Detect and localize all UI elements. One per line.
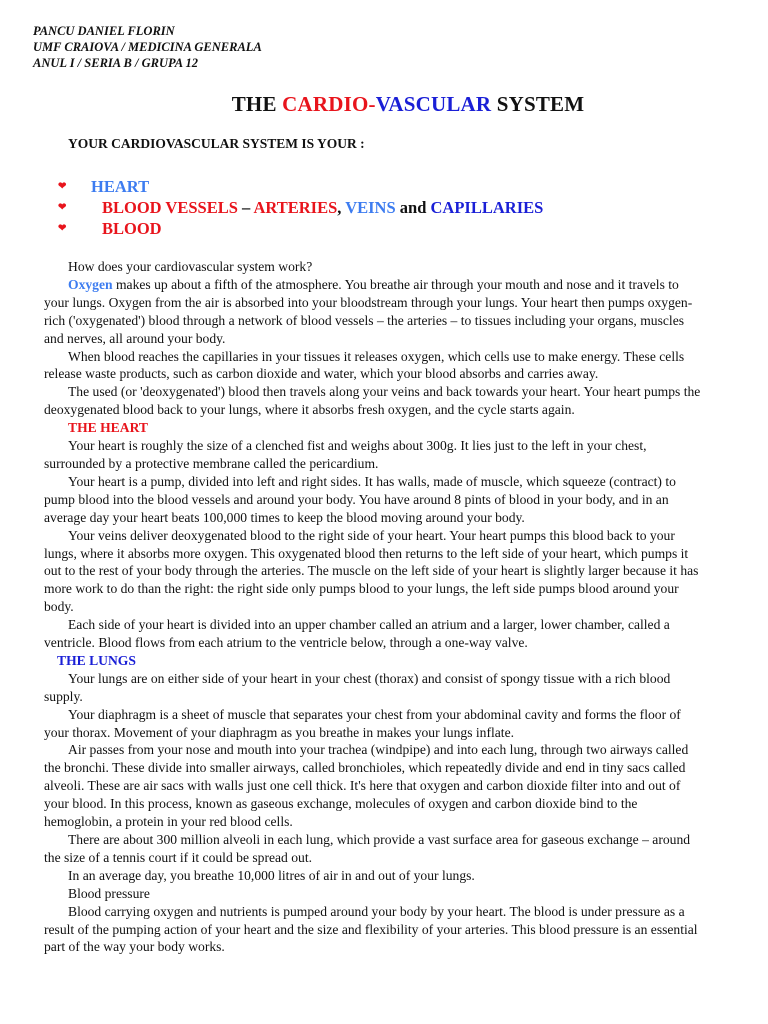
question-paragraph: How does your cardiovascular system work? [68,259,313,274]
components-list [58,176,543,239]
keyword-oxygen: Oxygen [68,276,113,292]
heart-bullet-icon: ❤ [58,202,67,213]
document-body [44,258,704,956]
paragraph-veins: Your veins deliver deoxygenated blood to the right side of your heart. Your heart pumps this blood back to your lungs, where it absorbs more oxygen. This oxygenated blood then returns to the left side of your heart, which pumps it out to the rest of your body through the arteries. The muscle on the left side of your heart is slightly larger because it has more work to do than the right: the right side only pumps blood to your lungs, the left side pumps blood around your body. [44,527,699,615]
heading-blood-pressure: Blood pressure [68,885,150,901]
university: UMF CRAIOVA / MEDICINA GENERALA [33,40,262,54]
paragraph-lungs: Your lungs are on either side of your heart in your chest (thorax) and consist of spongy tissue with a rich blood supply. [44,670,671,704]
list-label-heart: HEART [91,177,150,196]
heading-the-heart: THE HEART [68,420,148,436]
title-part-cardio: CARDIO [282,92,369,116]
year-group: ANUL I / SERIA B / GRUPA 12 [33,56,198,70]
subtitle: YOUR CARDIOVASCULAR SYSTEM IS YOUR : [68,136,365,151]
paragraph-blood-pressure: Blood carrying oxygen and nutrients is pumped around your body by your heart. The blood is under pressure as a result of the pumping action of your heart and the size and flexibility of your arteries. This blood pressure is an essential part of the way your body works. [44,903,698,955]
paragraph-alveoli: There are about 300 million alveoli in each lung, which provide a vast surface area for gaseous exchange – around the size of a tennis court if it could be spread out. [44,832,691,865]
list-item-heart [58,176,543,197]
paragraph-air-volume: In an average day, you breathe 10,000 litres of air in and out of your lungs. [68,867,475,883]
title-part-the: THE [231,92,283,116]
heart-bullet-icon: ❤ [58,181,67,192]
author-name: PANCU DANIEL FLORIN [33,24,175,38]
paragraph-deoxygenated: The used (or 'deoxygenated') blood then travels along your veins and back towards your heart. Your heart pumps the deoxygenated blood back to your lungs, where it absorbs fresh oxygen, and the cycle starts again. [44,384,701,418]
paragraph-heart-size: Your heart is roughly the size of a clenched fist and weighs about 300g. It lies just to the left in your chest, surrounded by a protective membrane called the pericardium. [44,438,647,471]
paragraph-diaphragm: Your diaphragm is a sheet of muscle that separates your chest from your abdominal cavity and forms the floor of your thorax. Movement of your diaphragm as you breathe in makes your lungs inflate. [44,706,681,740]
paragraph-heart-pump: Your heart is a pump, divided into left and right sides. It has walls, made of muscle, which squeeze (contract) to pump blood into the blood vessels and around your body. You have around 8 pints of blood in your body, and in an average day your heart beats 100,000 times to keep the blood moving around your body. [44,473,676,525]
list-item-blood-vessels [58,197,543,218]
heading-the-lungs: THE LUNGS [57,652,136,668]
paragraph-airways: Air passes from your nose and mouth into your trachea (windpipe) and into each lung, through two airways called the bronchi. These divide into smaller airways, called bronchioles, which repeatedly divide and end in tiny sacs called alveoli. These are air sacs with walls just one cell thick. It's here that oxygen and carbon dioxide filter into and out of your blood. In this process, known as gaseous exchange, molecules of oxygen and carbon dioxide bind to the hemoglobin, a protein in your red blood cells. [44,742,689,830]
page-title [0,92,768,117]
heart-bullet-icon: ❤ [58,223,67,234]
title-part-system: SYSTEM [491,92,585,116]
author-header [33,23,262,71]
list-item-blood [58,218,543,239]
title-part-vascular: VASCULAR [375,92,492,116]
list-label-blood-vessels: BLOOD VESSELS – ARTERIES, VEINS and CAPILLARIES [102,198,544,217]
list-label-blood: BLOOD [102,219,162,238]
paragraph-oxygen: Oxygen makes up about a fifth of the atmosphere. You breathe air through your mouth and nose and it travels to your lungs. Oxygen from the air is absorbed into your bloodstream through your lungs. Your heart then pumps oxygen-rich ('oxygenated') blood through a network of blood vessels – the arteries – to tissues including your organs, muscles and nerves, all around your body. [44,276,693,346]
paragraph-capillaries: When blood reaches the capillaries in your tissues it releases oxygen, which cells use to make energy. These cells release waste products, such as carbon dioxide and water, which your blood absorbs and carries away. [44,348,685,382]
paragraph-chambers: Each side of your heart is divided into an upper chamber called an atrium and a larger, lower chamber, called a ventricle. Blood flows from each atrium to the ventricle below, through a one-way valve. [44,617,670,651]
title-part-dash: - [368,92,376,116]
